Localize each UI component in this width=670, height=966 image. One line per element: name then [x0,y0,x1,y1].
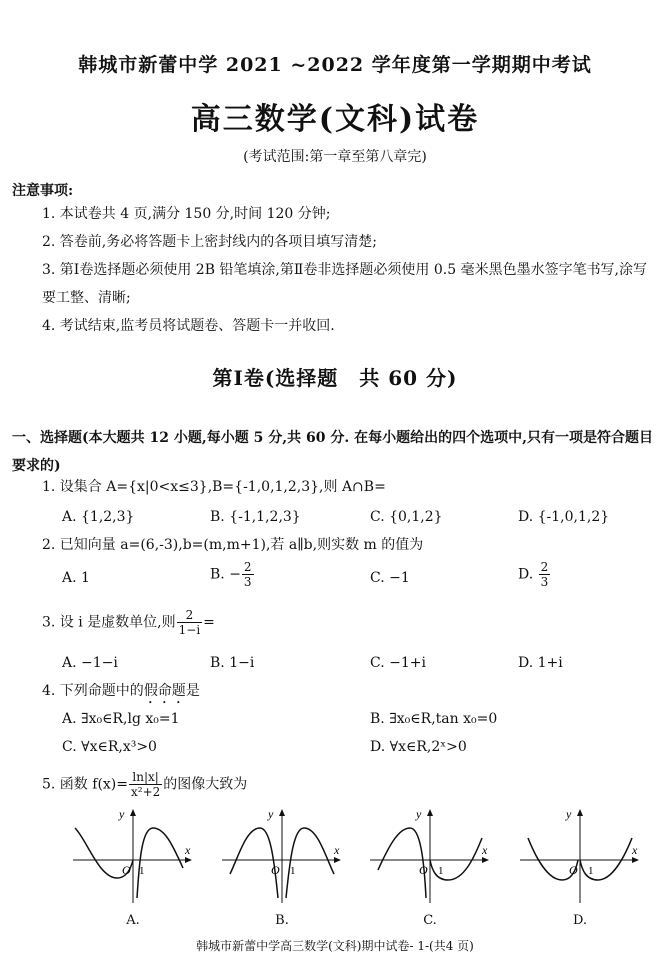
x-label: x [632,843,638,857]
x-axis-arrow [482,857,489,863]
question-2-option-a: A. 1 [62,570,90,586]
tick-label: 1 [438,865,444,877]
x-axis-arrow [632,857,639,863]
question-3-option-b: B. 1−i [210,655,255,671]
question-5-graph-a-label: A. [126,913,140,928]
question-3-stem [42,608,215,637]
fraction-numerator: 2 [540,560,549,574]
section-title: 第Ⅰ卷(选择题 共 60 分) [212,366,458,390]
question-4-stem [42,681,200,707]
question-5-graph-b [222,808,342,903]
x-label: x [334,843,340,857]
question-5-graph-c [370,808,490,903]
note-item-1: 1. 本试卷共 4 页,满分 150 分,时间 120 分钟; [42,206,331,222]
question-4-stem-prefix: 4. 下列命题中的 [42,683,144,699]
question-3-option-c: C. −1+i [370,655,426,671]
notes-heading: 注意事项: [12,183,74,199]
question-5-graph-c-label: C. [423,913,437,928]
fraction-numerator: 2 [177,608,203,623]
question-1-option-a: A. {1,2,3} [62,509,135,525]
x-axis-arrow [185,857,192,863]
question-2-option-b [210,560,255,589]
question-2-option-d-prefix: D. [518,566,534,583]
curve-right [137,828,183,898]
question-4-option-a: A. ∃x₀∈R,lg x₀=1 [62,711,180,727]
question-1-option-d: D. {-1,0,1,2} [518,509,610,525]
y-axis-arrow [130,809,136,816]
exam-school-line: 韩城市新蕾中学 2021 ~2022 学年度第一学期期中考试 [78,54,592,76]
question-3-option-a: A. −1−i [62,655,118,671]
y-axis-arrow [427,809,433,816]
y-axis-arrow [279,809,285,816]
question-5-stem-suffix: 的图像大致为 [163,776,248,793]
origin-label: O [271,863,280,877]
tick-label: 1 [588,865,594,877]
page-footer: 韩城市新蕾中学高三数学(文科)期中试卷- 1-(共4 页) [196,939,474,953]
question-5-graph-b-label: B. [275,913,289,928]
question-1-option-c: C. {0,1,2} [370,509,443,525]
fraction-denominator: 3 [540,575,549,589]
origin-label: O [122,863,131,877]
question-1-stem: 1. 设集合 A={x|0<x≤3},B={-1,0,1,2,3},则 A∩B= [42,479,386,495]
y-label: y [566,808,572,821]
question-2-option-b-fraction [242,560,254,589]
question-3-stem-prefix: 3. 设 i 是虚数单位,则 [42,614,176,631]
question-5-graph-d [520,808,640,903]
exam-scope: (考试范围:第一章至第八章完) [243,149,427,165]
note-item-2: 2. 答卷前,务必将答题卡上密封线内的各项目填写清楚; [42,234,377,250]
origin-label: O [569,863,578,877]
question-4-option-c: C. ∀x∈R,x³>0 [62,739,157,755]
question-2-option-d [518,560,551,589]
y-label: y [119,808,125,821]
fraction-denominator: 3 [243,575,252,589]
fraction-denominator: 1−i [178,623,201,637]
question-3-option-d: D. 1+i [518,655,563,671]
y-label: y [416,808,422,821]
x-axis-arrow [334,857,341,863]
fraction-numerator: ln|x| [129,770,162,785]
question-4-option-d: D. ∀x∈R,2ˣ>0 [370,739,467,755]
question-2-option-c: C. −1 [370,570,410,586]
question-5-graph-a [73,808,193,903]
question-5-fraction [129,770,162,799]
fraction-numerator: 2 [243,560,252,574]
question-5-stem [42,770,247,799]
question-4-option-b: B. ∃x₀∈R,tan x₀=0 [370,711,498,727]
exam-title: 高三数学(文科)试卷 [190,102,480,137]
question-5-graph-d-label: D. [572,913,588,928]
note-item-4: 4. 考试结束,监考员将试题卷、答题卡一并收回. [42,318,335,334]
fraction-denominator: x²+2 [131,785,161,799]
y-axis-arrow [577,809,583,816]
x-label: x [185,843,191,857]
x-label: x [482,843,488,857]
curve-right [286,828,334,898]
origin-label: O [419,863,428,877]
part-one-heading: 一、选择题(本大题共 12 小题,每小题 5 分,共 60 分. 在每小题给出的四个选项中,只有一项是符合题目要求的) [12,430,653,474]
question-5-stem-prefix: 5. 函数 f(x)= [42,776,128,793]
note-item-3: 3. 第Ⅰ卷选择题必须使用 2B 铅笔填涂,第Ⅱ卷非选择题必须使用 0.5 毫米黑色墨水签字笔书写,涂写要工整、清晰; [42,262,648,306]
question-2-option-d-fraction [539,560,551,589]
question-4-stem-suffix: 是 [185,683,200,699]
y-label: y [268,808,274,821]
question-2-option-b-prefix: B. − [210,566,241,583]
question-3-stem-suffix: = [203,614,215,631]
question-1-option-b: B. {-1,1,2,3} [210,509,301,525]
question-4-emphasis: 假命题 [143,683,186,699]
tick-label: 1 [139,865,145,877]
tick-label: 1 [290,865,296,877]
question-3-fraction [177,608,203,637]
question-2-stem: 2. 已知向量 a=(6,-3),b=(m,m+1),若 a∥b,则实数 m 的值为 [42,537,424,553]
